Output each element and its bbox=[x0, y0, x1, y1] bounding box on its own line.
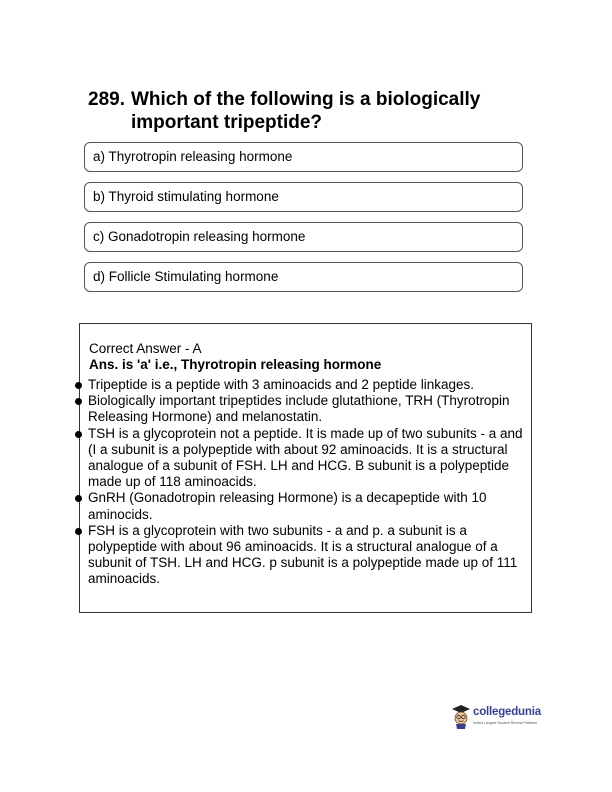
list-item-text: FSH is a glycoprotein with two subunits - a and p. a subunit is a polypeptide with about 96 aminoacids. It is a structural analogue of a subunit of TSH. LH and HCG. p subunit is a polypeptide made up of 111 aminoacids. bbox=[88, 522, 518, 587]
list-item-text: Tripeptide is a peptide with 3 aminoacids and 2 peptide linkages. bbox=[88, 377, 474, 392]
answer-box bbox=[79, 323, 532, 613]
option-d[interactable]: d) Follicle Stimulating hormone bbox=[84, 262, 523, 292]
bullet-icon bbox=[75, 495, 82, 502]
bullet-icon bbox=[75, 382, 82, 389]
bullet-icon bbox=[75, 431, 82, 438]
question-number: 289. bbox=[88, 89, 125, 110]
list-item bbox=[80, 426, 531, 491]
list-item-text: Biologically important tripeptides include glutathione, TRH (Thyrotropin Releasing Hormone) and melanostatin. bbox=[88, 393, 510, 425]
bullet-icon bbox=[75, 398, 82, 405]
list-item bbox=[80, 490, 531, 522]
question-title bbox=[88, 88, 528, 134]
list-item-text: TSH is a glycoprotein not a peptide. It is made up of two subunits - a and (I a subunit is a polypeptide with about 92 aminoacids. It is a structural analogue of a subunit of FSH. LH and HCG. B subunit is a polypeptide made up of 118 aminoacids. bbox=[88, 425, 523, 490]
bullet-icon bbox=[75, 528, 82, 535]
option-a[interactable]: a) Thyrotropin releasing hormone bbox=[84, 142, 523, 172]
logo-wordmark: collegedunia bbox=[473, 706, 541, 718]
option-b[interactable]: b) Thyroid stimulating hormone bbox=[84, 182, 523, 212]
correct-answer-line: Correct Answer - A bbox=[89, 341, 202, 356]
graduate-mascot-icon bbox=[451, 703, 471, 729]
explanation-list bbox=[80, 377, 531, 588]
logo-tagline: India's Largest Student Review Platform bbox=[473, 721, 537, 725]
list-item bbox=[80, 523, 531, 588]
list-item bbox=[80, 377, 531, 393]
answer-heading: Ans. is 'a' i.e., Thyrotropin releasing hormone bbox=[89, 357, 382, 372]
option-c[interactable]: c) Gonadotropin releasing hormone bbox=[84, 222, 523, 252]
list-item-text: GnRH (Gonadotropin releasing Hormone) is a decapeptide with 10 aminocids. bbox=[88, 490, 487, 522]
question-text: Which of the following is a biologically important tripeptide? bbox=[130, 89, 481, 133]
list-item bbox=[80, 393, 531, 425]
collegedunia-logo bbox=[451, 701, 551, 737]
